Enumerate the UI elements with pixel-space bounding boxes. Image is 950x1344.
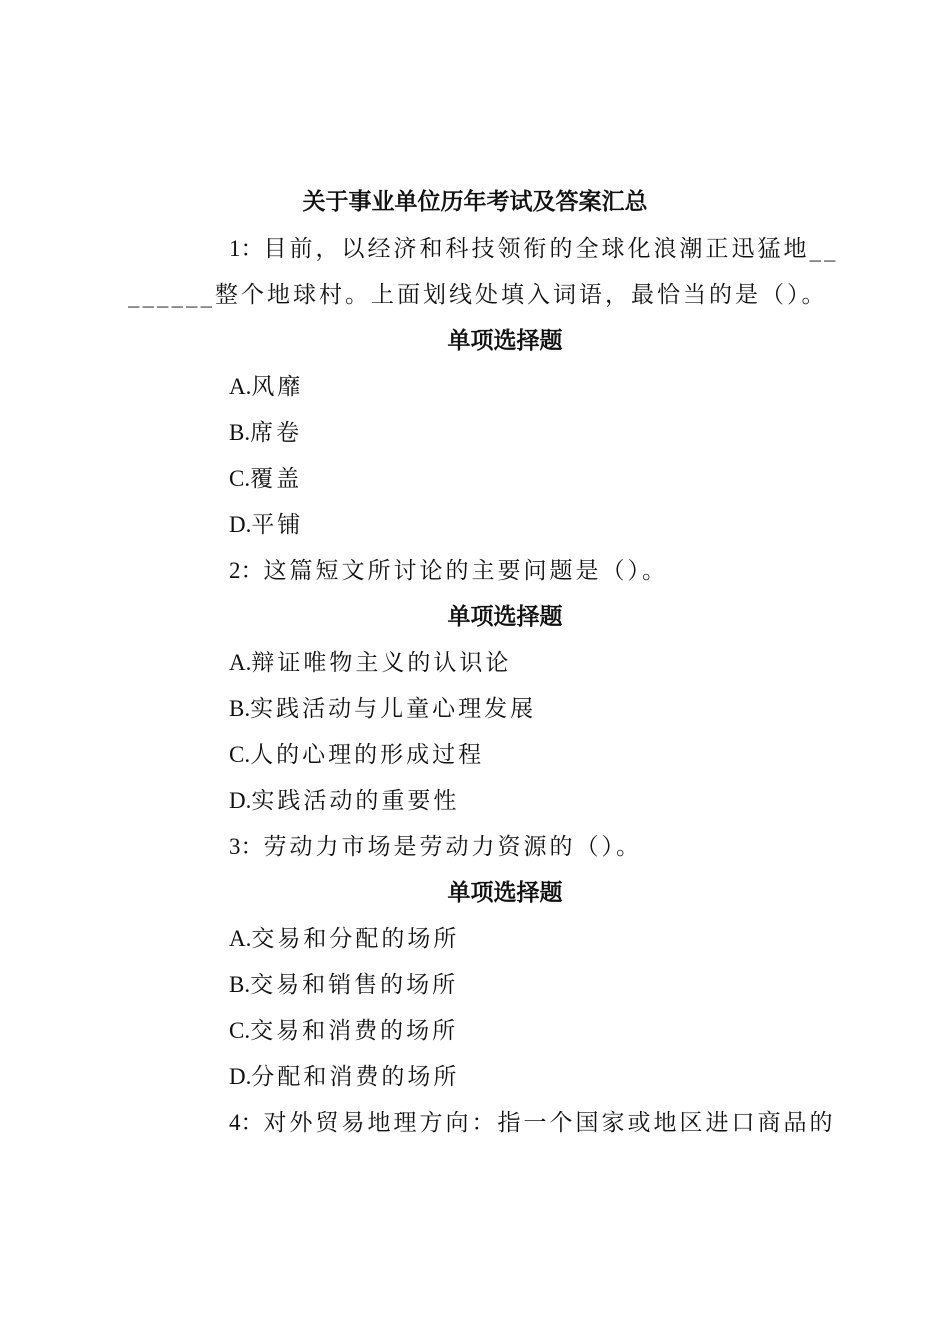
question-4-stem-text: 对外贸易地理方向：指一个国家或地区进口商品的 (263, 1110, 836, 1136)
question-2-option-a (229, 647, 511, 679)
option-letter: D. (229, 1064, 252, 1089)
option-letter: C. (229, 1018, 251, 1043)
question-3-option-b (229, 969, 458, 1001)
question-1-stem-text: 目前，以经济和科技领衔的全球化浪潮正迅猛地__ (263, 236, 839, 262)
question-2-stem-text: 这篇短文所讨论的主要问题是（）。 (263, 558, 668, 584)
option-letter: C. (229, 466, 251, 491)
question-2-number: 2： (229, 558, 264, 583)
document-title: 关于事业单位历年考试及答案汇总 (302, 188, 648, 215)
question-3-stem (229, 831, 642, 863)
question-1-type-heading: 单项选择题 (447, 327, 563, 354)
question-2-option-b (229, 693, 536, 725)
option-text: 实践活动与儿童心理发展 (250, 696, 537, 722)
option-letter: A. (229, 374, 252, 399)
option-text: 交易和消费的场所 (250, 1018, 459, 1044)
option-letter: B. (229, 696, 251, 721)
option-text: 风靡 (251, 374, 304, 400)
question-3-type-heading: 单项选择题 (447, 879, 563, 906)
question-2-option-d (229, 785, 459, 817)
option-text: 实践活动的重要性 (251, 788, 460, 814)
option-letter: A. (229, 926, 252, 951)
option-letter: D. (229, 512, 252, 537)
option-text: 覆盖 (250, 466, 303, 492)
question-2-type-heading: 单项选择题 (447, 603, 563, 630)
question-3-option-a (229, 923, 459, 955)
question-4-number: 4： (229, 1110, 264, 1135)
option-letter: B. (229, 972, 251, 997)
question-4-stem (229, 1107, 836, 1139)
option-letter: A. (229, 650, 252, 675)
option-text: 辩证唯物主义的认识论 (251, 650, 512, 676)
question-2-option-c (229, 739, 484, 771)
option-letter: B. (229, 420, 251, 445)
option-text: 分配和消费的场所 (251, 1064, 460, 1090)
question-2-stem (229, 555, 668, 587)
question-3-option-d (229, 1061, 459, 1093)
question-3-option-c (229, 1015, 458, 1047)
question-1-option-d (229, 509, 303, 541)
option-letter: C. (229, 742, 251, 767)
question-1-number: 1： (229, 236, 264, 261)
question-1-option-c (229, 463, 302, 495)
question-3-number: 3： (229, 834, 264, 859)
option-text: 交易和销售的场所 (250, 972, 459, 998)
question-1-stem-line-2: ______整个地球村。上面划线处填入词语，最恰当的是（）。 (128, 282, 828, 308)
question-1-option-b (229, 417, 302, 449)
question-1-stem-line-1 (229, 233, 839, 265)
question-3-stem-text: 劳动力市场是劳动力资源的（）。 (263, 834, 642, 860)
option-text: 席卷 (250, 420, 303, 446)
option-text: 平铺 (251, 512, 304, 538)
option-text: 交易和分配的场所 (251, 926, 460, 952)
option-text: 人的心理的形成过程 (250, 742, 485, 768)
option-letter: D. (229, 788, 252, 813)
question-1-option-a (229, 371, 303, 403)
